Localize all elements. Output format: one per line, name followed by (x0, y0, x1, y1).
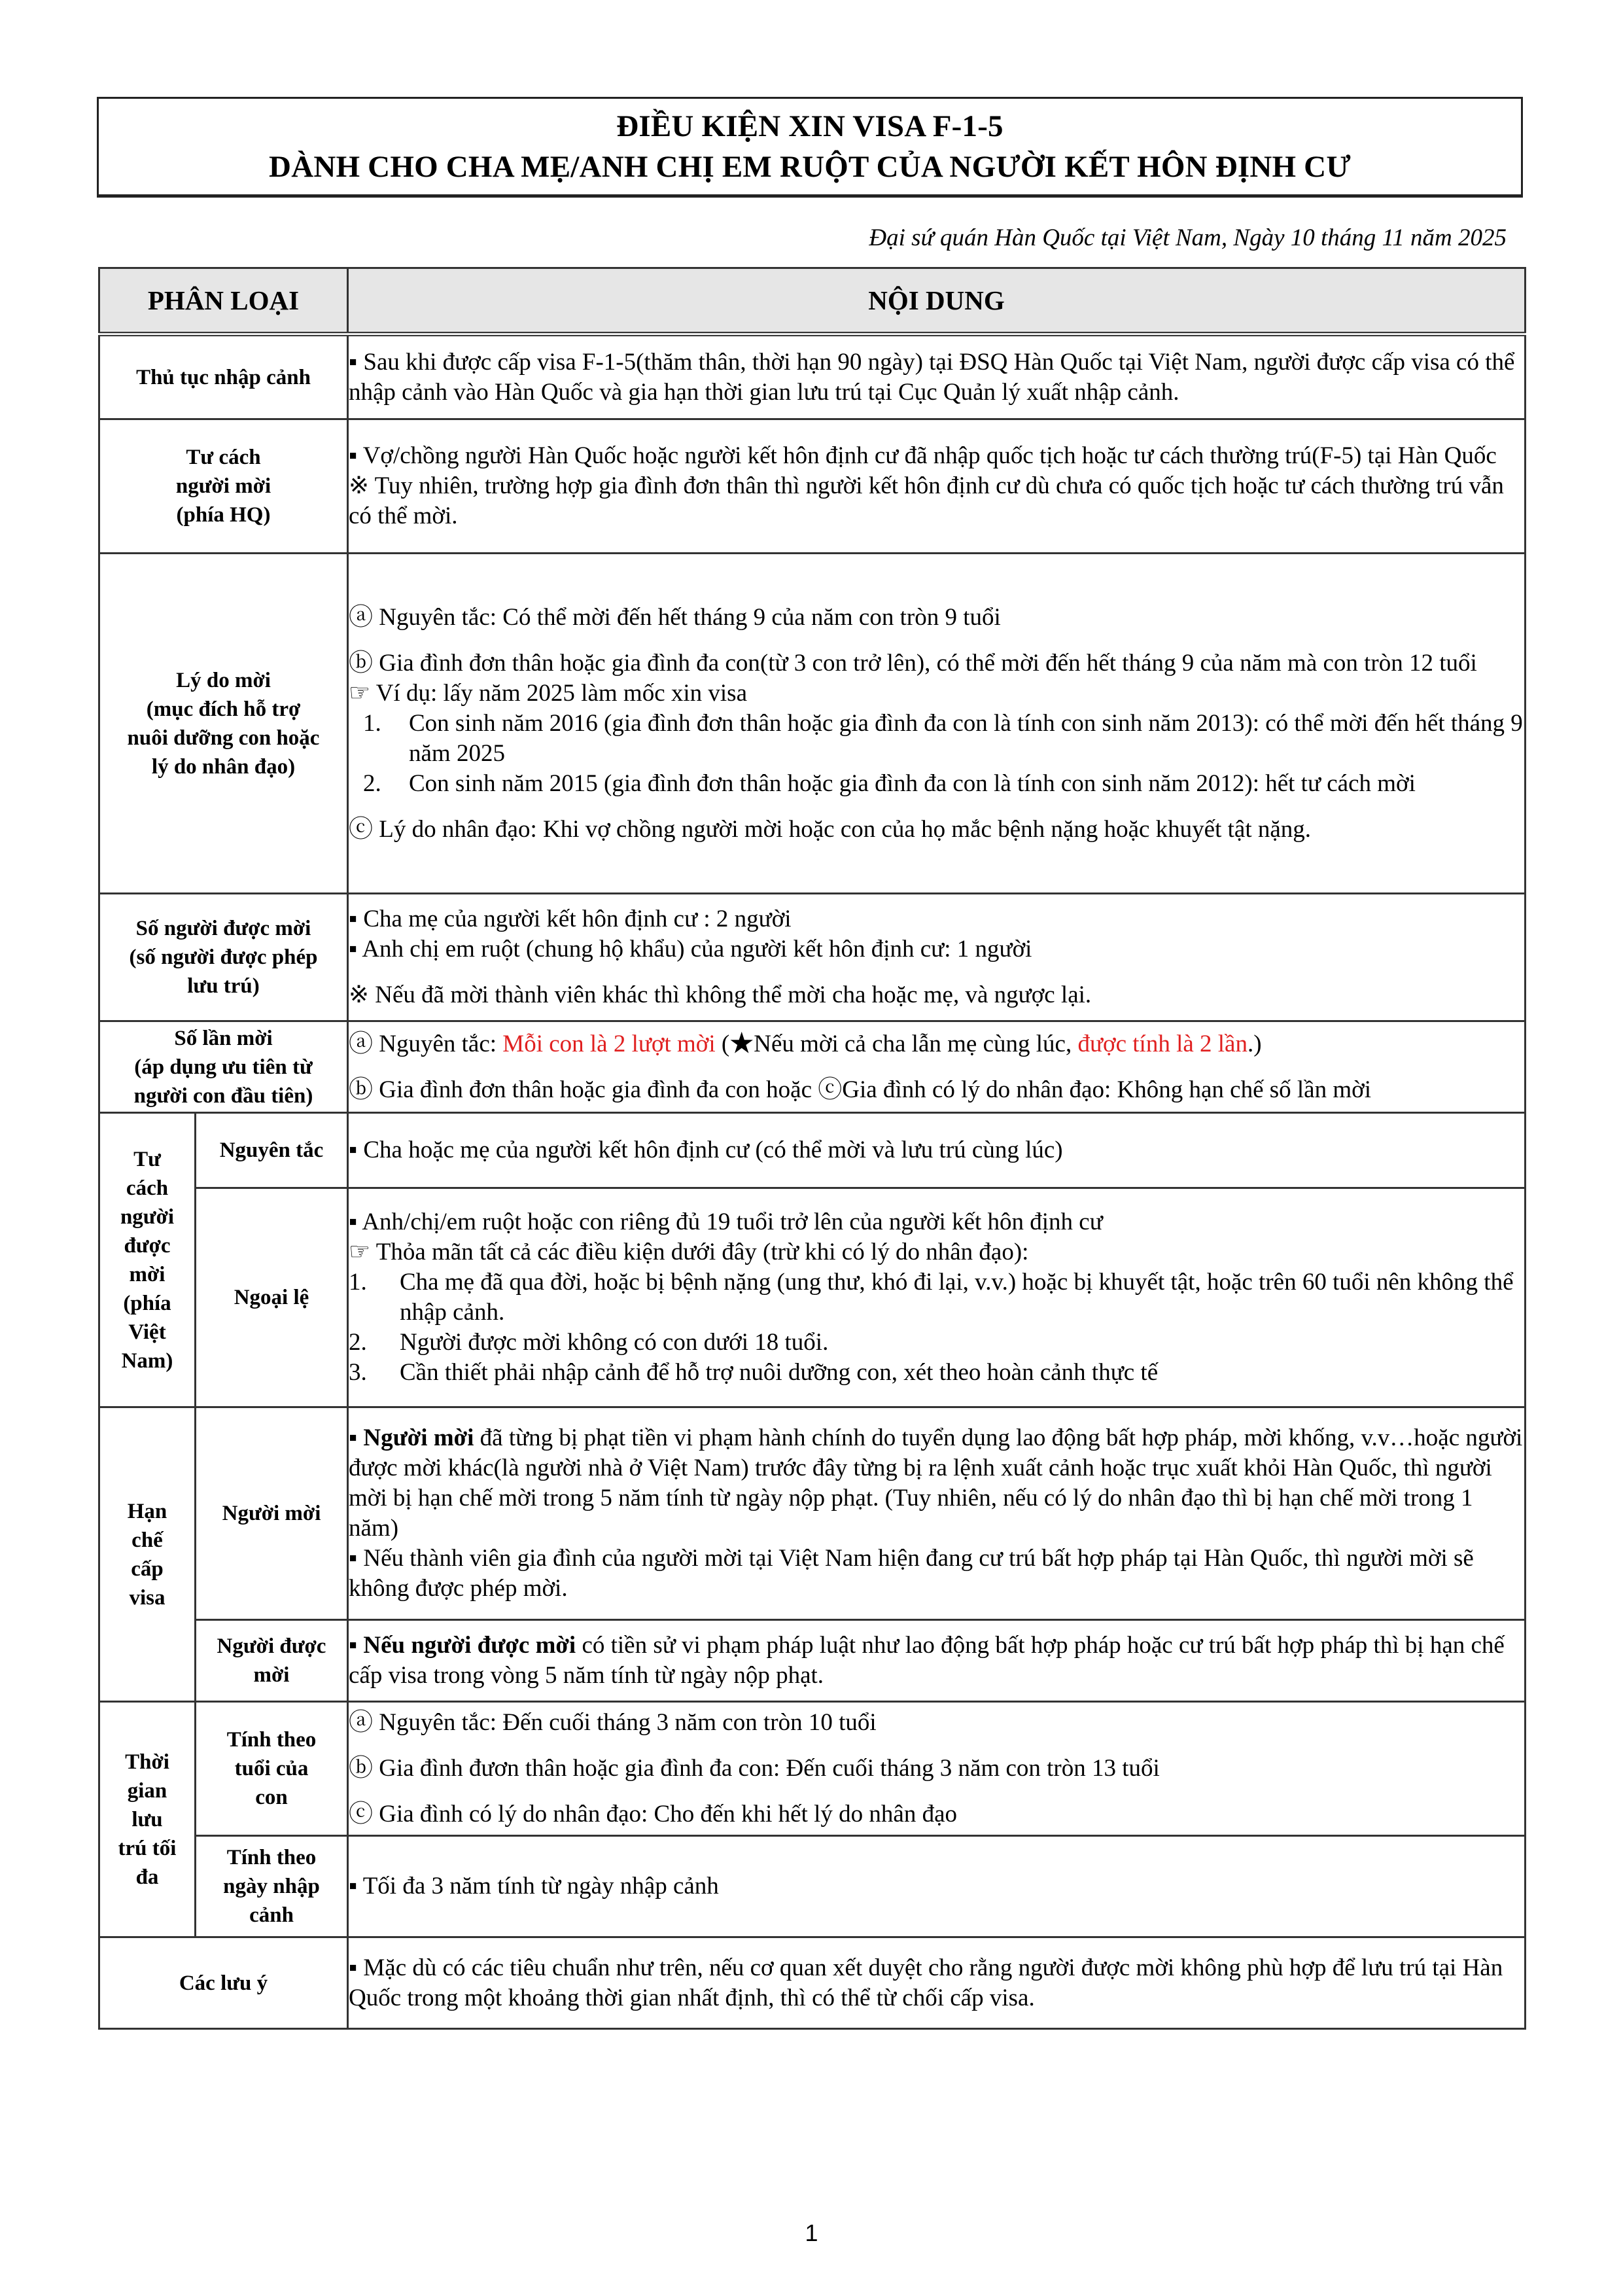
times-a-highlight-1: Mỗi con là 2 lượt mời (502, 1030, 716, 1057)
item-text: Con sinh năm 2015 (gia đình đơn thân hoặc gia đình đa con là tính con sinh năm 2012): hết tư cách mời (409, 769, 1416, 797)
row-label: Thời gian lưu trú tối đa (99, 1702, 196, 1937)
condition-item (349, 1328, 1524, 1358)
title-line-2: DÀNH CHO CHA MẸ/ANH CHỊ EM RUỘT CỦA NGƯỜI KẾT HÔN ĐỊNH CƯ (269, 150, 1351, 184)
table-row-entry-procedure (99, 334, 1526, 419)
content-text: ▪ Sau khi được cấp visa F-1-5(thăm thân, thời hạn 90 ngày) tại ĐSQ Hàn Quốc tại Việt Nam, người được cấp visa có thể nhập cảnh vào Hàn Quốc và gia hạn thời gian lưu trú tại Cục Quản lý xuất nhập cảnh. (349, 348, 1515, 406)
issuer-date-line: Đại sứ quán Hàn Quốc tại Việt Nam, Ngày 10 tháng 11 năm 2025 (869, 224, 1507, 251)
item-number: 2. (363, 769, 381, 797)
row-content (348, 1113, 1526, 1188)
row-content (348, 894, 1526, 1021)
table-row-invitee-principle (99, 1113, 1526, 1188)
table-row-stay-by-entry (99, 1836, 1526, 1937)
title-box (97, 97, 1523, 198)
row-content (348, 334, 1526, 419)
item-number: 2. (349, 1329, 367, 1356)
item-text: Người được mời không có con dưới 18 tuổi. (400, 1329, 829, 1356)
row-label: Số người được mời (số người được phép lưu trú) (99, 894, 348, 1021)
table-row-invitation-reason (99, 554, 1526, 894)
table-row-invitee-count (99, 894, 1526, 1021)
bullet: ▪ (349, 1424, 364, 1451)
stay-a: ⓐ Nguyên tắc: Đến cuối tháng 3 năm con tròn 10 tuổi (349, 1709, 877, 1736)
row-content (348, 1188, 1526, 1407)
title-line-1: ĐIỀU KIỆN XIN VISA F-1-5 (616, 109, 1003, 143)
sub-label: Người mời (196, 1407, 348, 1620)
row-label: Thủ tục nhập cảnh (99, 334, 348, 419)
row-label: Lý do mời (mục đích hỗ trợ nuôi dưỡng con hoặc lý do nhân đạo) (99, 554, 348, 894)
header-content: NỘI DUNG (348, 268, 1526, 334)
content-text: ▪ Nếu thành viên gia đình của người mời tại Việt Nam hiện đang cư trú bất hợp pháp tại Hàn Quốc, thì người mời sẽ không được phép mời. (349, 1545, 1474, 1602)
row-content (348, 1407, 1526, 1620)
stay-b: ⓑ Gia đình đươn thân hoặc gia đình đa con: Đến cuối tháng 3 năm con tròn 13 tuổi (349, 1755, 1160, 1782)
row-label: Số lần mời (áp dụng ưu tiên từ người con đầu tiên) (99, 1021, 348, 1113)
times-a-middle: (★Nếu mời cả cha lẫn mẹ cùng lúc, (715, 1030, 1078, 1057)
content-text: ☞ Thỏa mãn tất cả các điều kiện dưới đây (trừ khi có lý do nhân đạo): (349, 1239, 1029, 1265)
sub-label: Tính theo tuổi của con (196, 1702, 348, 1836)
row-label: Tư cách người được mời (phía Việt Nam) (99, 1113, 196, 1407)
content-note: ※ Tuy nhiên, trường hợp gia đình đơn thân thì người kết hôn định cư dù chưa có quốc tịch hoặc tư cách thường trú vẫn có thể mời. (349, 472, 1504, 529)
item-number: 1. (363, 709, 381, 737)
header-category: PHÂN LOẠI (99, 268, 348, 334)
row-content (348, 554, 1526, 894)
content-text: ▪ Cha mẹ của người kết hôn định cư : 2 người (349, 906, 792, 932)
content-text: ▪ Vợ/chồng người Hàn Quốc hoặc người kết hôn định cư đã nhập quốc tịch hoặc tư cách thường trú(F-5) tại Hàn Quốc (349, 442, 1497, 469)
stay-c: ⓒ Gia đình có lý do nhân đạo: Cho đến khi hết lý do nhân đạo (349, 1801, 957, 1828)
item-text: Con sinh năm 2016 (gia đình đơn thân hoặc gia đình đa con là tính con sinh năm 2013): có thể mời đến hết tháng 9 năm 2025 (409, 709, 1523, 767)
content-text (349, 1423, 1524, 1544)
content-text: ▪ Cha hoặc mẹ của người kết hôn định cư (có thể mời và lưu trú cùng lúc) (349, 1137, 1063, 1163)
item-number: 1. (349, 1269, 367, 1296)
item-number: 3. (349, 1359, 367, 1386)
table-row-restriction-invitee (99, 1620, 1526, 1702)
reason-c: ⓒ Lý do nhân đạo: Khi vợ chồng người mời hoặc con của họ mắc bệnh nặng hoặc khuyết tật nặng. (349, 815, 1312, 843)
table-row-stay-by-age (99, 1702, 1526, 1836)
row-content (348, 419, 1526, 554)
bold-term: Người mời (363, 1424, 474, 1451)
times-a-highlight-2: được tính là 2 lần (1077, 1030, 1248, 1057)
table-header-row (99, 268, 1526, 334)
row-content (348, 1836, 1526, 1937)
bullet: ▪ (349, 1632, 364, 1659)
page-number: 1 (805, 2219, 818, 2246)
bold-term: Nếu người được mời (363, 1632, 576, 1659)
reason-b: ⓑ Gia đình đơn thân hoặc gia đình đa con(từ 3 con trở lên), có thể mời đến hết tháng 9 của năm mà con tròn 12 tuổi (349, 649, 1477, 677)
table-row-invitee-exception (99, 1188, 1526, 1407)
example-item (349, 769, 1524, 799)
content-text: ▪ Tối đa 3 năm tính từ ngày nhập cảnh (349, 1873, 719, 1899)
sub-label: Ngoại lệ (196, 1188, 348, 1407)
row-content (348, 1937, 1526, 2029)
times-a-prefix: ⓐ Nguyên tắc: (349, 1030, 503, 1057)
row-label: Các lưu ý (99, 1937, 348, 2029)
times-a-suffix: .) (1247, 1030, 1262, 1057)
row-content (348, 1620, 1526, 1702)
table-row-restriction-inviter (99, 1407, 1526, 1620)
condition-item (349, 1267, 1524, 1328)
row-label: Hạn chế cấp visa (99, 1407, 196, 1702)
content-text: ▪ Anh chị em ruột (chung hộ khẩu) của người kết hôn định cư: 1 người (349, 936, 1032, 963)
row-content (348, 1702, 1526, 1836)
table-row-inviter-status (99, 419, 1526, 554)
example-item (349, 709, 1524, 769)
table-row-notes (99, 1937, 1526, 2029)
item-text: Cha mẹ đã qua đời, hoặc bị bệnh nặng (ung thư, khó đi lại, v.v.) hoặc bị khuyết tật, hoặc trên 60 tuổi nên không thể nhập cảnh. (400, 1269, 1514, 1326)
content-text (349, 1631, 1524, 1691)
sub-label: Tính theo ngày nhập cảnh (196, 1836, 348, 1937)
row-label: Tư cách người mời (phía HQ) (99, 419, 348, 554)
times-a (349, 1029, 1524, 1059)
reason-a: ⓐ Nguyên tắc: Có thể mời đến hết tháng 9 của năm con tròn 9 tuổi (349, 603, 1001, 631)
sub-label: Nguyên tắc (196, 1113, 348, 1188)
item-text: Cần thiết phải nhập cảnh để hỗ trợ nuôi dưỡng con, xét theo hoàn cảnh thực tế (400, 1359, 1159, 1386)
row-content (348, 1021, 1526, 1113)
table-row-invitation-times (99, 1021, 1526, 1113)
content-note: ※ Nếu đã mời thành viên khác thì không thể mời cha hoặc mẹ, và ngược lại. (349, 981, 1092, 1008)
content-text: ▪ Anh/chị/em ruột hoặc con riêng đủ 19 tuổi trở lên của người kết hôn định cư (349, 1209, 1103, 1235)
reason-example: ☞ Ví dụ: lấy năm 2025 làm mốc xin visa (349, 679, 748, 707)
condition-item (349, 1358, 1524, 1388)
content-text-rest: có tiền sử vi phạm pháp luật như lao động bất hợp pháp hoặc cư trú bất hợp pháp thì bị hạn chế cấp visa trong vòng 5 năm tính từ ngày nộp phạt. (349, 1632, 1505, 1689)
sub-label: Người được mời (196, 1620, 348, 1702)
conditions-table (98, 267, 1526, 2030)
times-b: ⓑ Gia đình đơn thân hoặc gia đình đa con hoặc ⓒGia đình có lý do nhân đạo: Không hạn chế số lần mời (349, 1076, 1371, 1103)
content-text: ▪ Mặc dù có các tiêu chuẩn như trên, nếu cơ quan xết duyệt cho rằng người được mời không phù hợp để lưu trú tại Hàn Quốc trong một khoảng thời gian nhất định, thì có thể từ chối cấp visa. (349, 1954, 1503, 2011)
content-text-rest: đã từng bị phạt tiền vi phạm hành chính do tuyển dụng lao động bất hợp pháp, mời khống, v.v…hoặc người được mời khác(là người nhà ở Việt Nam) trước đây từng bị ra lệnh xuất cảnh hoặc trục xuất khỏi Hàn Quốc, thì người mời bị hạn chế mời trong 5 năm tính từ ngày nộp phạt. (Tuy nhiên, nếu có lý do nhân đạo thì bị hạn chế mời trong 1 năm) (349, 1424, 1523, 1542)
